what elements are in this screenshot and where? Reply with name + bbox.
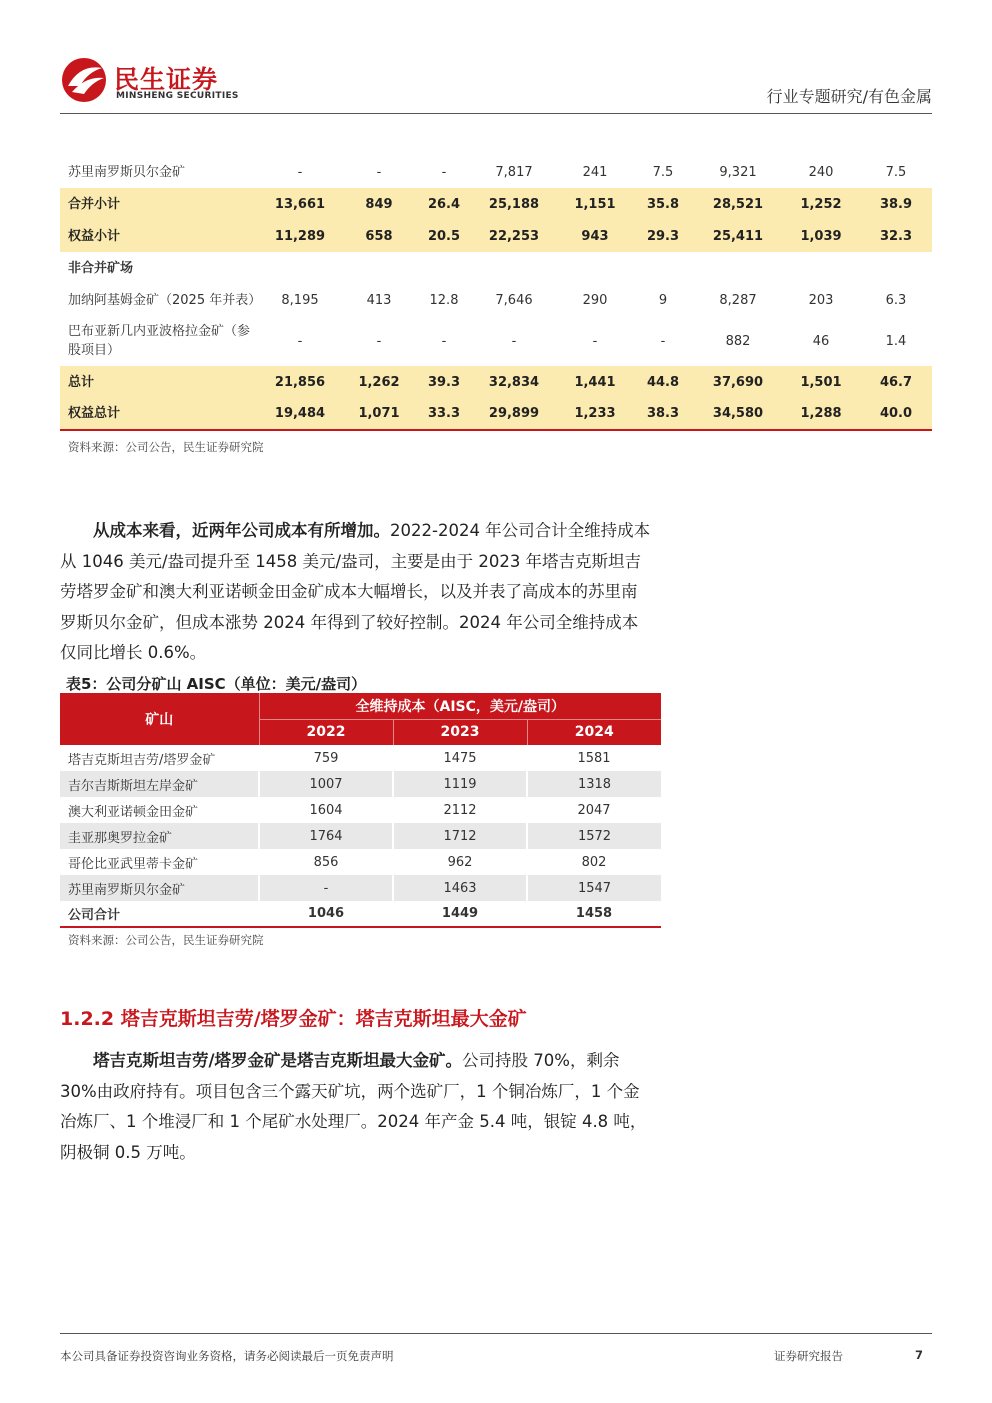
cell: 1,233: [558, 398, 632, 430]
cell: 34,580: [694, 398, 782, 430]
cell: 8,287: [719, 292, 757, 308]
cell: 1119: [393, 771, 527, 797]
cell: 32,834: [470, 366, 558, 398]
table-row: [60, 398, 932, 430]
minsheng-logo-icon: [60, 56, 110, 104]
cell: 1475: [443, 750, 477, 766]
table-row: [60, 366, 932, 398]
cell: 13,661: [260, 188, 340, 220]
cell: 19,484: [260, 398, 340, 430]
cell: 40.0: [860, 398, 932, 430]
cell: 1046: [259, 901, 393, 927]
cell: 44.8: [632, 366, 694, 398]
cell: [418, 252, 470, 284]
cell: 1,252: [782, 188, 860, 220]
row-label: 总计: [60, 366, 260, 398]
cell: 46: [812, 333, 830, 349]
cell: 7,817: [495, 164, 533, 180]
mine-name: 苏里南罗斯贝尔金矿: [60, 875, 259, 901]
row-label: 权益小计: [60, 220, 260, 252]
cell: [632, 252, 694, 284]
cell: -: [297, 164, 303, 180]
table-row: [60, 220, 932, 252]
cell: 1604: [309, 802, 343, 818]
table-row: [60, 284, 932, 316]
cell: 25,411: [694, 220, 782, 252]
cell: 39.3: [418, 366, 470, 398]
aisc-table: [60, 693, 661, 928]
cell: -: [297, 333, 303, 349]
cell: 1,262: [340, 366, 418, 398]
column-header-year: 2024: [527, 719, 661, 745]
cell: 9,321: [719, 164, 757, 180]
table-row: [60, 745, 661, 771]
cell: 33.3: [418, 398, 470, 430]
cell: 241: [582, 164, 608, 180]
cell: 1,071: [340, 398, 418, 430]
cell: [860, 252, 932, 284]
cell: -: [441, 333, 447, 349]
report-category: 行业专题研究/有色金属: [766, 87, 932, 106]
cell: 2047: [577, 802, 611, 818]
cell: 1,151: [558, 188, 632, 220]
mine-name: 澳大利亚诺顿金田金矿: [68, 804, 199, 820]
total-label: 公司合计: [60, 901, 259, 927]
cell: 12.8: [429, 292, 459, 308]
cell: 46.7: [860, 366, 932, 398]
mine-name: 塔吉克斯坦吉劳/塔罗金矿: [68, 752, 216, 768]
cell: 1463: [393, 875, 527, 901]
company-logo: [60, 56, 260, 106]
mine-name: 吉尔吉斯斯坦左岸金矿: [60, 771, 259, 797]
cell: -: [376, 164, 382, 180]
table-section-row: [60, 252, 932, 284]
row-label: 苏里南罗斯贝尔金矿: [68, 164, 186, 180]
cell: [260, 252, 340, 284]
logo-english-name: MINSHENG SECURITIES: [116, 91, 239, 101]
cell: -: [259, 875, 393, 901]
cell: 7.5: [885, 164, 907, 180]
header-divider: [60, 113, 932, 114]
cell: 658: [340, 220, 418, 252]
mine-name: 圭亚那奥罗拉金矿: [60, 823, 259, 849]
cell: -: [511, 333, 517, 349]
column-header-year: 2022: [259, 719, 393, 745]
cell: 1572: [527, 823, 661, 849]
cell: 8,195: [281, 292, 319, 308]
cell: 1318: [527, 771, 661, 797]
table-row: [60, 156, 932, 188]
cell: 22,253: [470, 220, 558, 252]
table1-source: 资料来源：公司公告，民生证券研究院: [68, 440, 264, 454]
cell: 2112: [443, 802, 477, 818]
column-group-header: 全维持成本（AISC，美元/盎司）: [259, 693, 661, 719]
cell: 28,521: [694, 188, 782, 220]
cost-paragraph: [60, 516, 652, 669]
column-header-year: 2023: [393, 719, 527, 745]
table-row: [60, 188, 932, 220]
cell: 7.5: [652, 164, 674, 180]
cell: 1,441: [558, 366, 632, 398]
logo-chinese-name: 民生证券: [114, 65, 219, 94]
cell: 1,501: [782, 366, 860, 398]
cell: 802: [581, 854, 607, 870]
cell: 759: [313, 750, 339, 766]
cell: [340, 252, 418, 284]
cell: 26.4: [418, 188, 470, 220]
cell: 38.9: [860, 188, 932, 220]
cell: -: [376, 333, 382, 349]
row-label: 巴布亚新几内亚波格拉金矿（参股项目）: [68, 324, 251, 358]
table5-title: 表5：公司分矿山 AISC（单位：美元/盎司）: [66, 675, 367, 693]
footer-divider: [60, 1333, 932, 1334]
cell: 29.3: [632, 220, 694, 252]
cell: 11,289: [260, 220, 340, 252]
cell: 1449: [393, 901, 527, 927]
row-label: 权益总计: [60, 398, 260, 430]
cell: 240: [808, 164, 834, 180]
cell: [782, 252, 860, 284]
cell: -: [592, 333, 598, 349]
cell: 1.4: [885, 333, 907, 349]
cell: 882: [725, 333, 751, 349]
footer-report-type: 证券研究报告: [774, 1349, 843, 1363]
cell: 25,188: [470, 188, 558, 220]
cell: 1581: [577, 750, 611, 766]
cell: 7,646: [495, 292, 533, 308]
cell: 6.3: [885, 292, 907, 308]
cell: 413: [366, 292, 392, 308]
cell: 849: [340, 188, 418, 220]
row-label: 合并小计: [60, 188, 260, 220]
cost-paragraph-lead: 从成本来看，近两年公司成本有所增加。: [93, 521, 390, 540]
cell: 1007: [259, 771, 393, 797]
cell: 856: [313, 854, 339, 870]
mine-paragraph-body: 公司持股 70%，剩余 30%由政府持有。项目包含三个露天矿坑，两个选矿厂，1 个铜冶炼厂，1 个金冶炼厂、1 个堆浸厂和 1 个尾矿水处理厂。2024 年产金 5.4 吨，银锭 4.8 吨，阴极铜 0.5 万吨。: [60, 1051, 647, 1162]
row-label: 加纳阿基姆金矿（2025 年并表）: [68, 292, 262, 308]
cell: [694, 252, 782, 284]
mine-name: 哥伦比亚武里蒂卡金矿: [68, 856, 199, 872]
mine-paragraph-lead: 塔吉克斯坦吉劳/塔罗金矿是塔吉克斯坦最大金矿。: [93, 1051, 463, 1070]
cell: 21,856: [260, 366, 340, 398]
table-row: [60, 771, 661, 797]
section-label: 非合并矿场: [68, 260, 134, 276]
cell: 1547: [527, 875, 661, 901]
cell: 203: [808, 292, 834, 308]
cell: 20.5: [418, 220, 470, 252]
table5-source: 资料来源：公司公告，民生证券研究院: [68, 933, 264, 947]
table-row: [60, 316, 932, 366]
cell: 35.8: [632, 188, 694, 220]
cell: [558, 252, 632, 284]
section-heading: 1.2.2 塔吉克斯坦吉劳/塔罗金矿：塔吉克斯坦最大金矿: [60, 1008, 527, 1030]
cost-paragraph-body: 2022-2024 年公司合计全维持成本从 1046 美元/盎司提升至 1458 美元/盎司，主要是由于 2023 年塔吉克斯坦吉劳塔罗金矿和澳大利亚诺顿金田金矿成本大幅增长，以及并表了高成本的苏里南罗斯贝尔金矿，但成本涨势 2024 年得到了较好控制。2024 年公司全维持成本仅同比增长 0.6%。: [60, 521, 651, 662]
cell: 9: [658, 292, 668, 308]
production-table: [60, 156, 932, 431]
cell: -: [660, 333, 666, 349]
table-row: [60, 849, 661, 875]
column-header-mine: 矿山: [60, 693, 259, 745]
cell: 1,288: [782, 398, 860, 430]
cell: -: [441, 164, 447, 180]
cell: 37,690: [694, 366, 782, 398]
cell: 29,899: [470, 398, 558, 430]
footer-disclaimer: 本公司具备证券投资咨询业务资格，请务必阅读最后一页免责声明: [60, 1349, 394, 1363]
cell: 32.3: [860, 220, 932, 252]
mine-paragraph: [60, 1046, 652, 1168]
cell: 1712: [393, 823, 527, 849]
table-row: [60, 797, 661, 823]
cell: 38.3: [632, 398, 694, 430]
table-total-row: [60, 901, 661, 927]
table-row: [60, 875, 661, 901]
cell: 1458: [527, 901, 661, 927]
cell: 1,039: [782, 220, 860, 252]
table-row: [60, 823, 661, 849]
page-number: 7: [915, 1348, 924, 1362]
cell: 1764: [259, 823, 393, 849]
cell: 943: [558, 220, 632, 252]
cell: 962: [447, 854, 473, 870]
cell: [470, 252, 558, 284]
cell: 290: [582, 292, 608, 308]
